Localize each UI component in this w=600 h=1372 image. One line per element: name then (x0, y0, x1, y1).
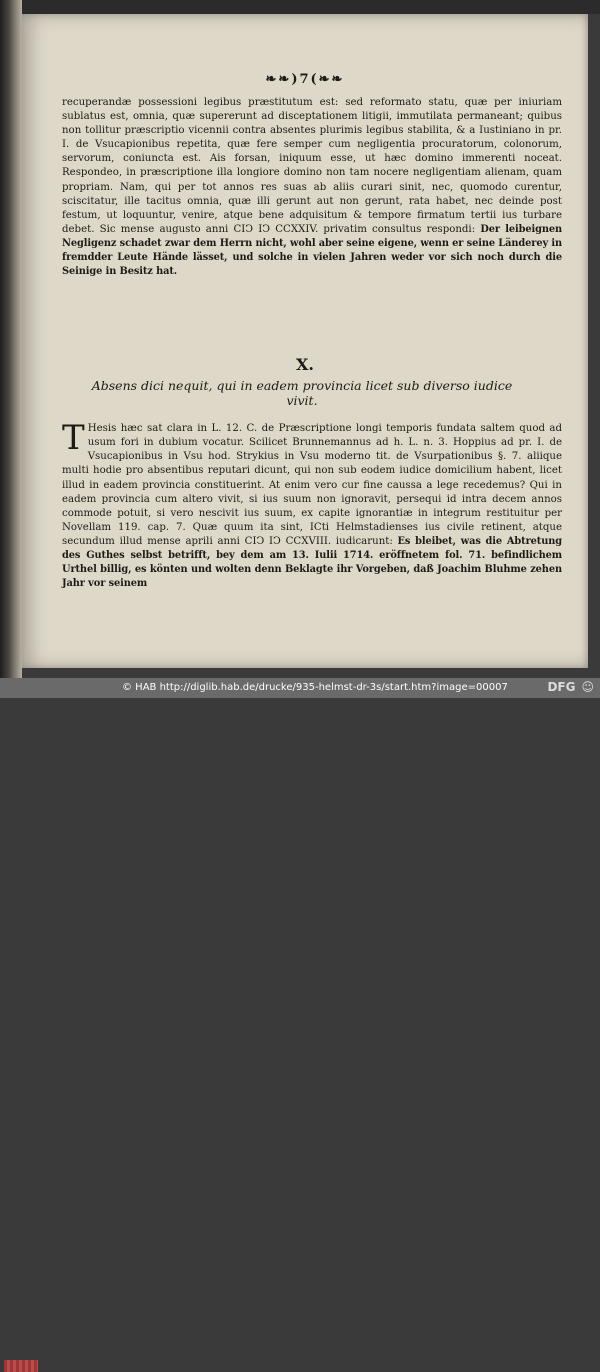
page-number: ❧❧)7(❧❧ (265, 72, 345, 87)
paragraph-2 (62, 412, 562, 602)
scan-top-edge (0, 0, 600, 14)
paragraph-2-german: Es bleibet, was die Abtretung des Guthes selbst betrifft, bey dem am 13. Iulii 1714. eröffnetem fol. 71. befindlichem Urthel billig, es könten und wolten denn Beklagte ihr Vorgeben, daß Joachim Bluhme zehen Jahr vor seinem (62, 535, 562, 590)
document-page (22, 14, 588, 668)
book-binding (0, 0, 22, 678)
paragraph-1 (62, 96, 562, 279)
section-title: Absens dici nequit, qui in eadem provincia licet sub diverso iudice vivit. (91, 378, 513, 408)
paragraph-1-latin: recuperandæ possessioni legibus præstitutum est: sed reformato statu, quæ per iniuriam sublatus est, omnia, quæ supererunt ad disceptationem litigii, immutilata permaneant; quibus non tollitur præscriptio vicennii contra absentes plurimis legibus stabilita, & a Iustiniano in pr. I. de Vsucapionibus repetita, quæ fere semper cum negligentia procuratorum, colonorum, servorum, coniuncta est. Ais forsan, iniquum esse, ut hæc domino immerenti noceat. Respondeo, in præscriptione illa longiore domino non tam nocere negligentiam alienam, quam propriam. Nam, qui per tot annos res suas ab aliis curari sinit, nec, quomodo curentur, sciscitatur, ille tacitus omnia, quæ illi gerunt aut non gerunt, rata habet, nec deinde post festum, ut loquuntur, venire, atque bene adquisitum & tempore firmatum tertii ius turbare debet. Sic mense augusto anni CIↃ IↃ CCXXIV. privatim consultus respondi: (62, 97, 562, 235)
footer-logos (547, 680, 594, 694)
cc-logo-icon: ☺ (581, 680, 594, 694)
paragraph-1-german: Der leibeignen Negligenz schadet zwar dem Herrn nicht, wohl aber seine eigene, wenn er seine Länderey in fremdder Leute Hände lässet, und solche in vielen Jahren weder vor sich noch durch die Seinige in Besitz hat. (62, 223, 563, 278)
section-number: X. (296, 355, 314, 374)
drop-cap: T (62, 418, 85, 459)
viewer-footer (0, 678, 600, 698)
footer-credit-link[interactable]: © HAB http://diglib.hab.de/drucke/935-helmst-dr-3s/start.htm?image=00007 (122, 682, 508, 693)
dfg-logo: DFG (547, 680, 576, 694)
color-chart-icon (4, 1360, 38, 1372)
paragraph-2-latin: Hesis hæc sat clara in L. 12. C. de Præscriptione longi temporis fundata saltem quod ad usum fori in dubium vocatur. Scilicet Brunnemannus ad h. L. n. 3. Hoppius ad pr. I. de Vsucapionibus in Vsu hod. Strykius in Vsu moderno tit. de Vsurpationibus §. 7. aliique multi hodie pro absentibus reputari dicunt, qui non sub eodem iudice domicilium habent, licet illud in eadem provincia constituerint. At enim vero cur fine caussa a lege recedemus? Qui in eadem provincia cum altero vivit, si ius suum non ignoravit, persequi id intra decem annos commode potuit, si vero nescivit ius suum, ex capite ignorantiæ in integrum restituitur per Novellam 119. cap. 7. Quæ quum ita sint, ICti Helmstadienses ius civile retinent, atque secundum illud mense aprili anni CIↃ IↃ CCXVIII. iudicarunt: (62, 423, 562, 547)
